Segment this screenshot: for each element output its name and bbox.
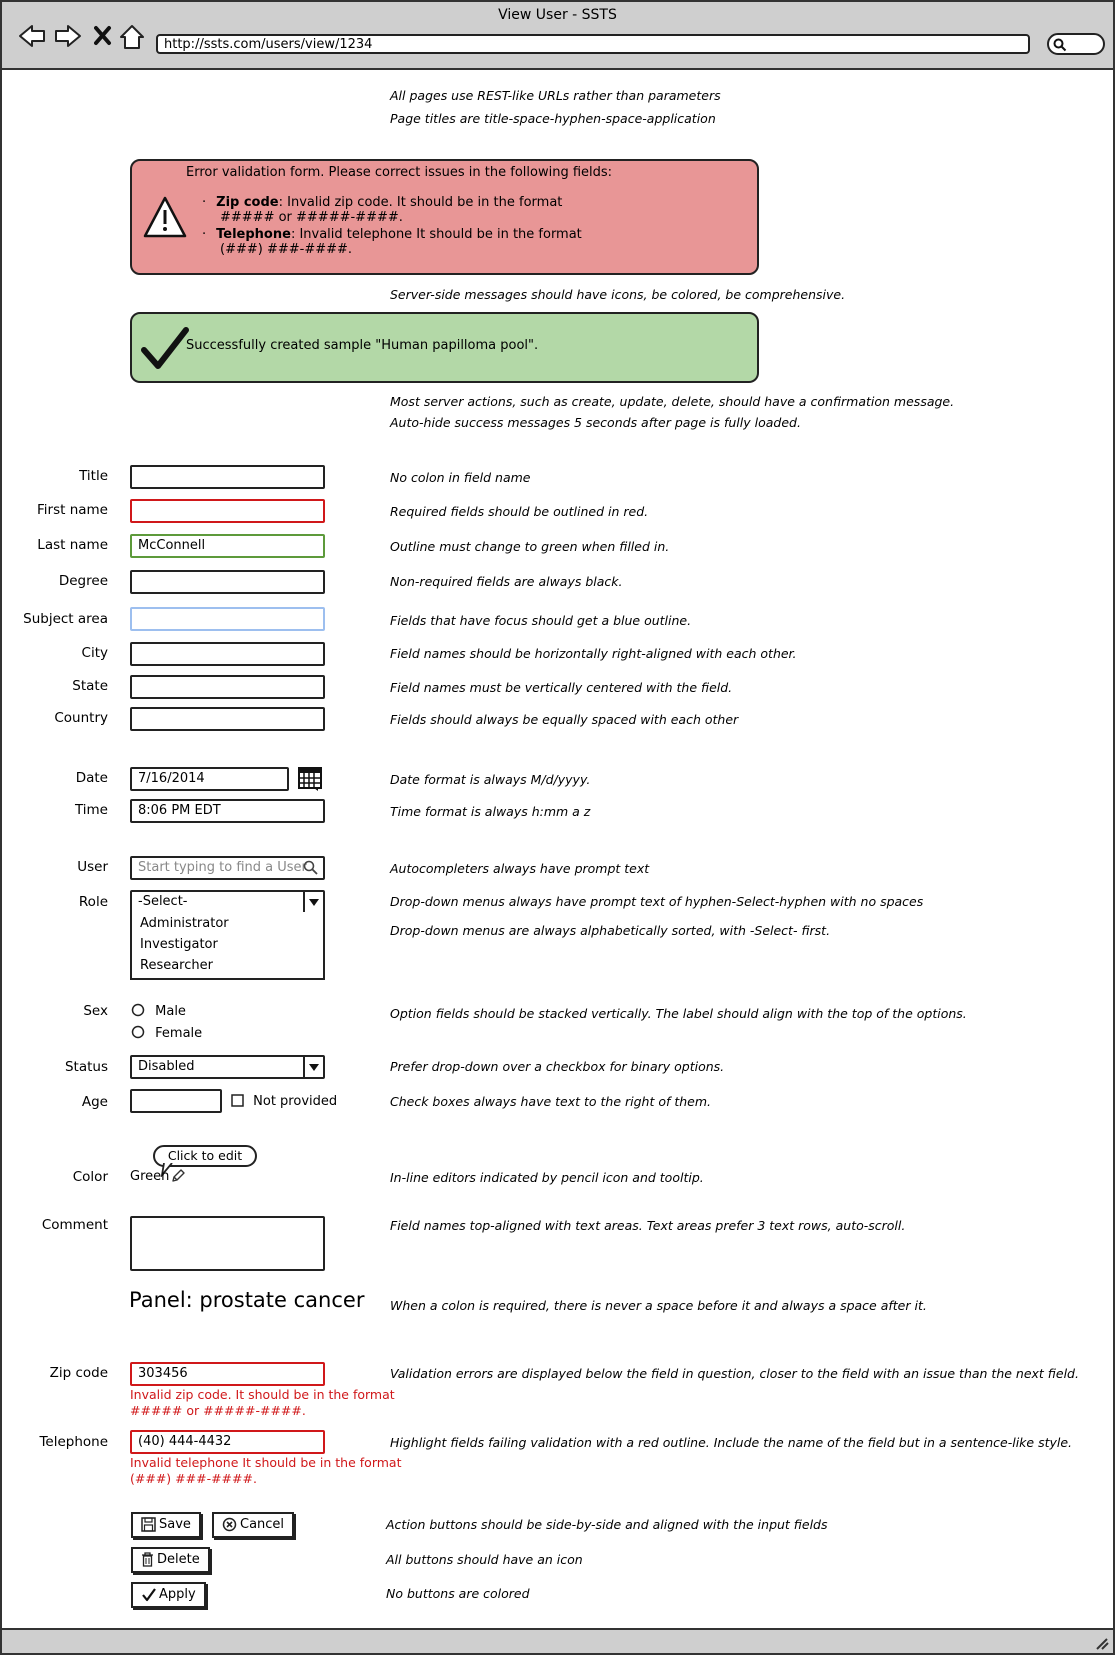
subject-area-label: Subject area xyxy=(23,611,108,627)
user-autocomplete-input[interactable]: Start typing to find a User xyxy=(130,856,325,880)
chevron-down-icon[interactable] xyxy=(303,892,323,912)
note-color: In-line editors indicated by pencil icon and tooltip. xyxy=(390,1170,704,1185)
note-status: Prefer drop-down over a checkbox for binary options. xyxy=(390,1059,725,1074)
warning-icon xyxy=(142,195,188,243)
first-name-input[interactable] xyxy=(130,499,325,523)
subject-area-input[interactable] xyxy=(130,607,325,631)
note-degree: Non-required fields are always black. xyxy=(390,574,623,589)
radio-male-label: Male xyxy=(155,1004,186,1019)
note-confirmation: Most server actions, such as create, update, delete, should have a confirmation message. xyxy=(390,394,955,409)
delete-button-label: Delete xyxy=(157,1552,200,1567)
note-rest-urls: All pages use REST-like URLs rather than parameters xyxy=(390,88,721,103)
time-label: Time xyxy=(74,802,108,818)
tooltip: Click to edit xyxy=(153,1145,257,1167)
stop-x-icon[interactable] xyxy=(94,24,112,52)
state-label: State xyxy=(72,678,108,694)
error-item-telephone: · Telephone: Invalid telephone It should be in the format (###) ###-####. xyxy=(202,227,582,257)
resize-grip-icon[interactable] xyxy=(1093,1635,1109,1654)
trash-icon xyxy=(141,1552,154,1567)
country-input[interactable] xyxy=(130,707,325,731)
comment-textarea[interactable] xyxy=(130,1216,325,1271)
color-value[interactable]: Green xyxy=(130,1169,170,1184)
telephone-error-format: (###) ###-####. xyxy=(130,1471,257,1486)
error-item-format: (###) ###-####. xyxy=(220,242,353,257)
error-item-format: ##### or #####-####. xyxy=(220,210,403,225)
telephone-error-line: Invalid telephone It should be in the format xyxy=(130,1455,402,1470)
first-name-label: First name xyxy=(37,502,108,518)
telephone-input[interactable]: (40) 444-4432 xyxy=(130,1430,325,1454)
forward-arrow-icon[interactable] xyxy=(54,24,82,52)
error-item-field: Telephone xyxy=(216,227,291,242)
radio-button-icon xyxy=(131,1025,145,1039)
note-comment: Field names top-aligned with text areas. Text areas prefer 3 text rows, auto-scroll. xyxy=(390,1218,906,1233)
error-item-zip: · Zip code: Invalid zip code. It should be in the format ##### or #####-####. xyxy=(202,195,563,225)
cancel-button[interactable] xyxy=(212,1512,294,1538)
note-server-messages: Server-side messages should have icons, be colored, be comprehensive. xyxy=(390,287,846,302)
save-button-label: Save xyxy=(159,1517,191,1532)
error-item-text: : Invalid zip code. It should be in the format xyxy=(278,195,563,210)
note-first-name: Required fields should be outlined in red. xyxy=(390,504,649,519)
browser-search-box[interactable] xyxy=(1047,33,1105,55)
title-label: Title xyxy=(79,468,108,484)
note-user: Autocompleters always have prompt text xyxy=(390,861,650,876)
note-country: Fields should always be equally spaced with each other xyxy=(390,712,739,727)
success-text: Successfully created sample "Human papilloma pool". xyxy=(186,338,539,353)
window-title: View User - SSTS xyxy=(498,7,617,23)
time-input[interactable]: 8:06 PM EDT xyxy=(130,799,325,823)
note-last-name: Outline must change to green when filled in. xyxy=(390,539,670,554)
note-city: Field names should be horizontally right-aligned with each other. xyxy=(390,646,797,661)
cancel-button-label: Cancel xyxy=(240,1517,285,1532)
city-label: City xyxy=(81,645,108,661)
age-label: Age xyxy=(81,1094,108,1110)
zip-code-error-line: Invalid zip code. It should be in the format xyxy=(130,1387,395,1402)
role-label: Role xyxy=(78,894,108,910)
note-auto-hide: Auto-hide success messages 5 seconds after page is fully loaded. xyxy=(390,415,801,430)
radio-female-label: Female xyxy=(155,1026,203,1041)
note-time: Time format is always h:mm a z xyxy=(390,804,591,819)
comment-label: Comment xyxy=(41,1217,108,1233)
status-bar xyxy=(0,1628,1115,1655)
save-button[interactable] xyxy=(131,1512,201,1538)
radio-button-icon xyxy=(131,1003,145,1017)
search-icon xyxy=(1053,37,1067,56)
apply-button-label: Apply xyxy=(159,1587,196,1602)
zip-code-error xyxy=(130,1387,395,1419)
url-bar[interactable]: http://ssts.com/users/view/1234 xyxy=(156,34,1030,54)
status-label: Status xyxy=(64,1059,108,1075)
floppy-disk-icon xyxy=(141,1517,156,1532)
note-date: Date format is always M/d/yyyy. xyxy=(390,772,591,787)
note-state: Field names must be vertically centered with the field. xyxy=(390,680,733,695)
checkmark-icon xyxy=(140,326,190,374)
note-actions: Action buttons should be side-by-side and aligned with the input fields xyxy=(386,1517,828,1532)
role-option[interactable]: Investigator xyxy=(140,937,218,952)
home-icon[interactable] xyxy=(119,24,145,54)
cancel-circle-icon xyxy=(222,1517,237,1532)
note-panel: When a colon is required, there is never a space before it and always a space after it. xyxy=(390,1298,927,1313)
note-subject-area: Fields that have focus should get a blue outline. xyxy=(390,613,692,628)
note-sex: Option fields should be stacked vertically. The label should align with the top of the options. xyxy=(390,1006,967,1021)
error-item-field: Zip code xyxy=(216,195,279,210)
zip-code-error-format: ##### or #####-####. xyxy=(130,1403,306,1418)
status-select[interactable] xyxy=(130,1055,325,1079)
zip-code-label: Zip code xyxy=(49,1365,108,1381)
error-item-text: : Invalid telephone It should be in the format xyxy=(290,227,582,242)
role-select[interactable] xyxy=(130,890,325,914)
note-icons: All buttons should have an icon xyxy=(386,1552,583,1567)
sex-label: Sex xyxy=(83,1003,108,1019)
degree-label: Degree xyxy=(58,573,108,589)
not-provided-label: Not provided xyxy=(253,1094,338,1109)
delete-button[interactable] xyxy=(131,1547,210,1573)
error-heading: Error validation form. Please correct issues in the following fields: xyxy=(186,165,613,180)
radio-male[interactable] xyxy=(131,1003,186,1019)
date-label: Date xyxy=(75,770,108,786)
note-age: Check boxes always have text to the right of them. xyxy=(390,1094,712,1109)
degree-input[interactable] xyxy=(130,570,325,594)
note-role-sorting: Drop-down menus are always alphabetically sorted, with -Select- first. xyxy=(390,923,831,938)
title-input[interactable] xyxy=(130,465,325,489)
success-message-box xyxy=(130,312,759,383)
note-zip: Validation errors are displayed below the field in question, closer to the field with an issue than the next field. xyxy=(390,1366,1079,1381)
not-provided-checkbox[interactable] xyxy=(231,1094,337,1109)
role-option[interactable]: Administrator xyxy=(140,916,229,931)
search-icon xyxy=(303,860,319,880)
role-option[interactable]: Researcher xyxy=(140,958,213,973)
calendar-icon[interactable] xyxy=(298,766,324,796)
note-role-prompt: Drop-down menus always have prompt text of hyphen-Select-hyphen with no spaces xyxy=(390,894,924,909)
country-label: Country xyxy=(54,710,108,726)
error-message-box xyxy=(130,159,759,275)
telephone-label: Telephone xyxy=(39,1434,108,1450)
date-input[interactable]: 7/16/2014 xyxy=(130,767,289,791)
browser-window-chrome xyxy=(0,0,1115,70)
city-input[interactable] xyxy=(130,642,325,666)
check-icon xyxy=(141,1587,156,1602)
user-label: User xyxy=(77,859,108,875)
last-name-input[interactable]: McConnell xyxy=(130,534,325,558)
age-input[interactable] xyxy=(130,1089,222,1113)
note-page-titles: Page titles are title-space-hyphen-space-application xyxy=(390,111,716,126)
role-dropdown-list xyxy=(130,912,325,980)
back-arrow-icon[interactable] xyxy=(18,24,46,52)
pencil-icon[interactable] xyxy=(170,1168,186,1188)
chevron-down-icon[interactable] xyxy=(303,1057,323,1077)
checkbox-icon xyxy=(231,1094,244,1107)
role-select-value: -Select- xyxy=(138,894,188,909)
note-title: No colon in field name xyxy=(390,470,531,485)
panel-heading: Panel: prostate cancer xyxy=(129,1288,365,1312)
note-no-colors: No buttons are colored xyxy=(386,1586,530,1601)
radio-female[interactable] xyxy=(131,1025,202,1041)
note-telephone: Highlight fields failing validation with a red outline. Include the name of the field but in a sentence-like style. xyxy=(390,1435,1073,1450)
zip-code-input[interactable]: 303456 xyxy=(130,1362,325,1386)
color-label: Color xyxy=(72,1169,108,1185)
telephone-error xyxy=(130,1455,401,1487)
status-select-value: Disabled xyxy=(138,1059,195,1074)
apply-button[interactable] xyxy=(131,1582,206,1608)
state-input[interactable] xyxy=(130,675,325,699)
last-name-label: Last name xyxy=(37,537,108,553)
